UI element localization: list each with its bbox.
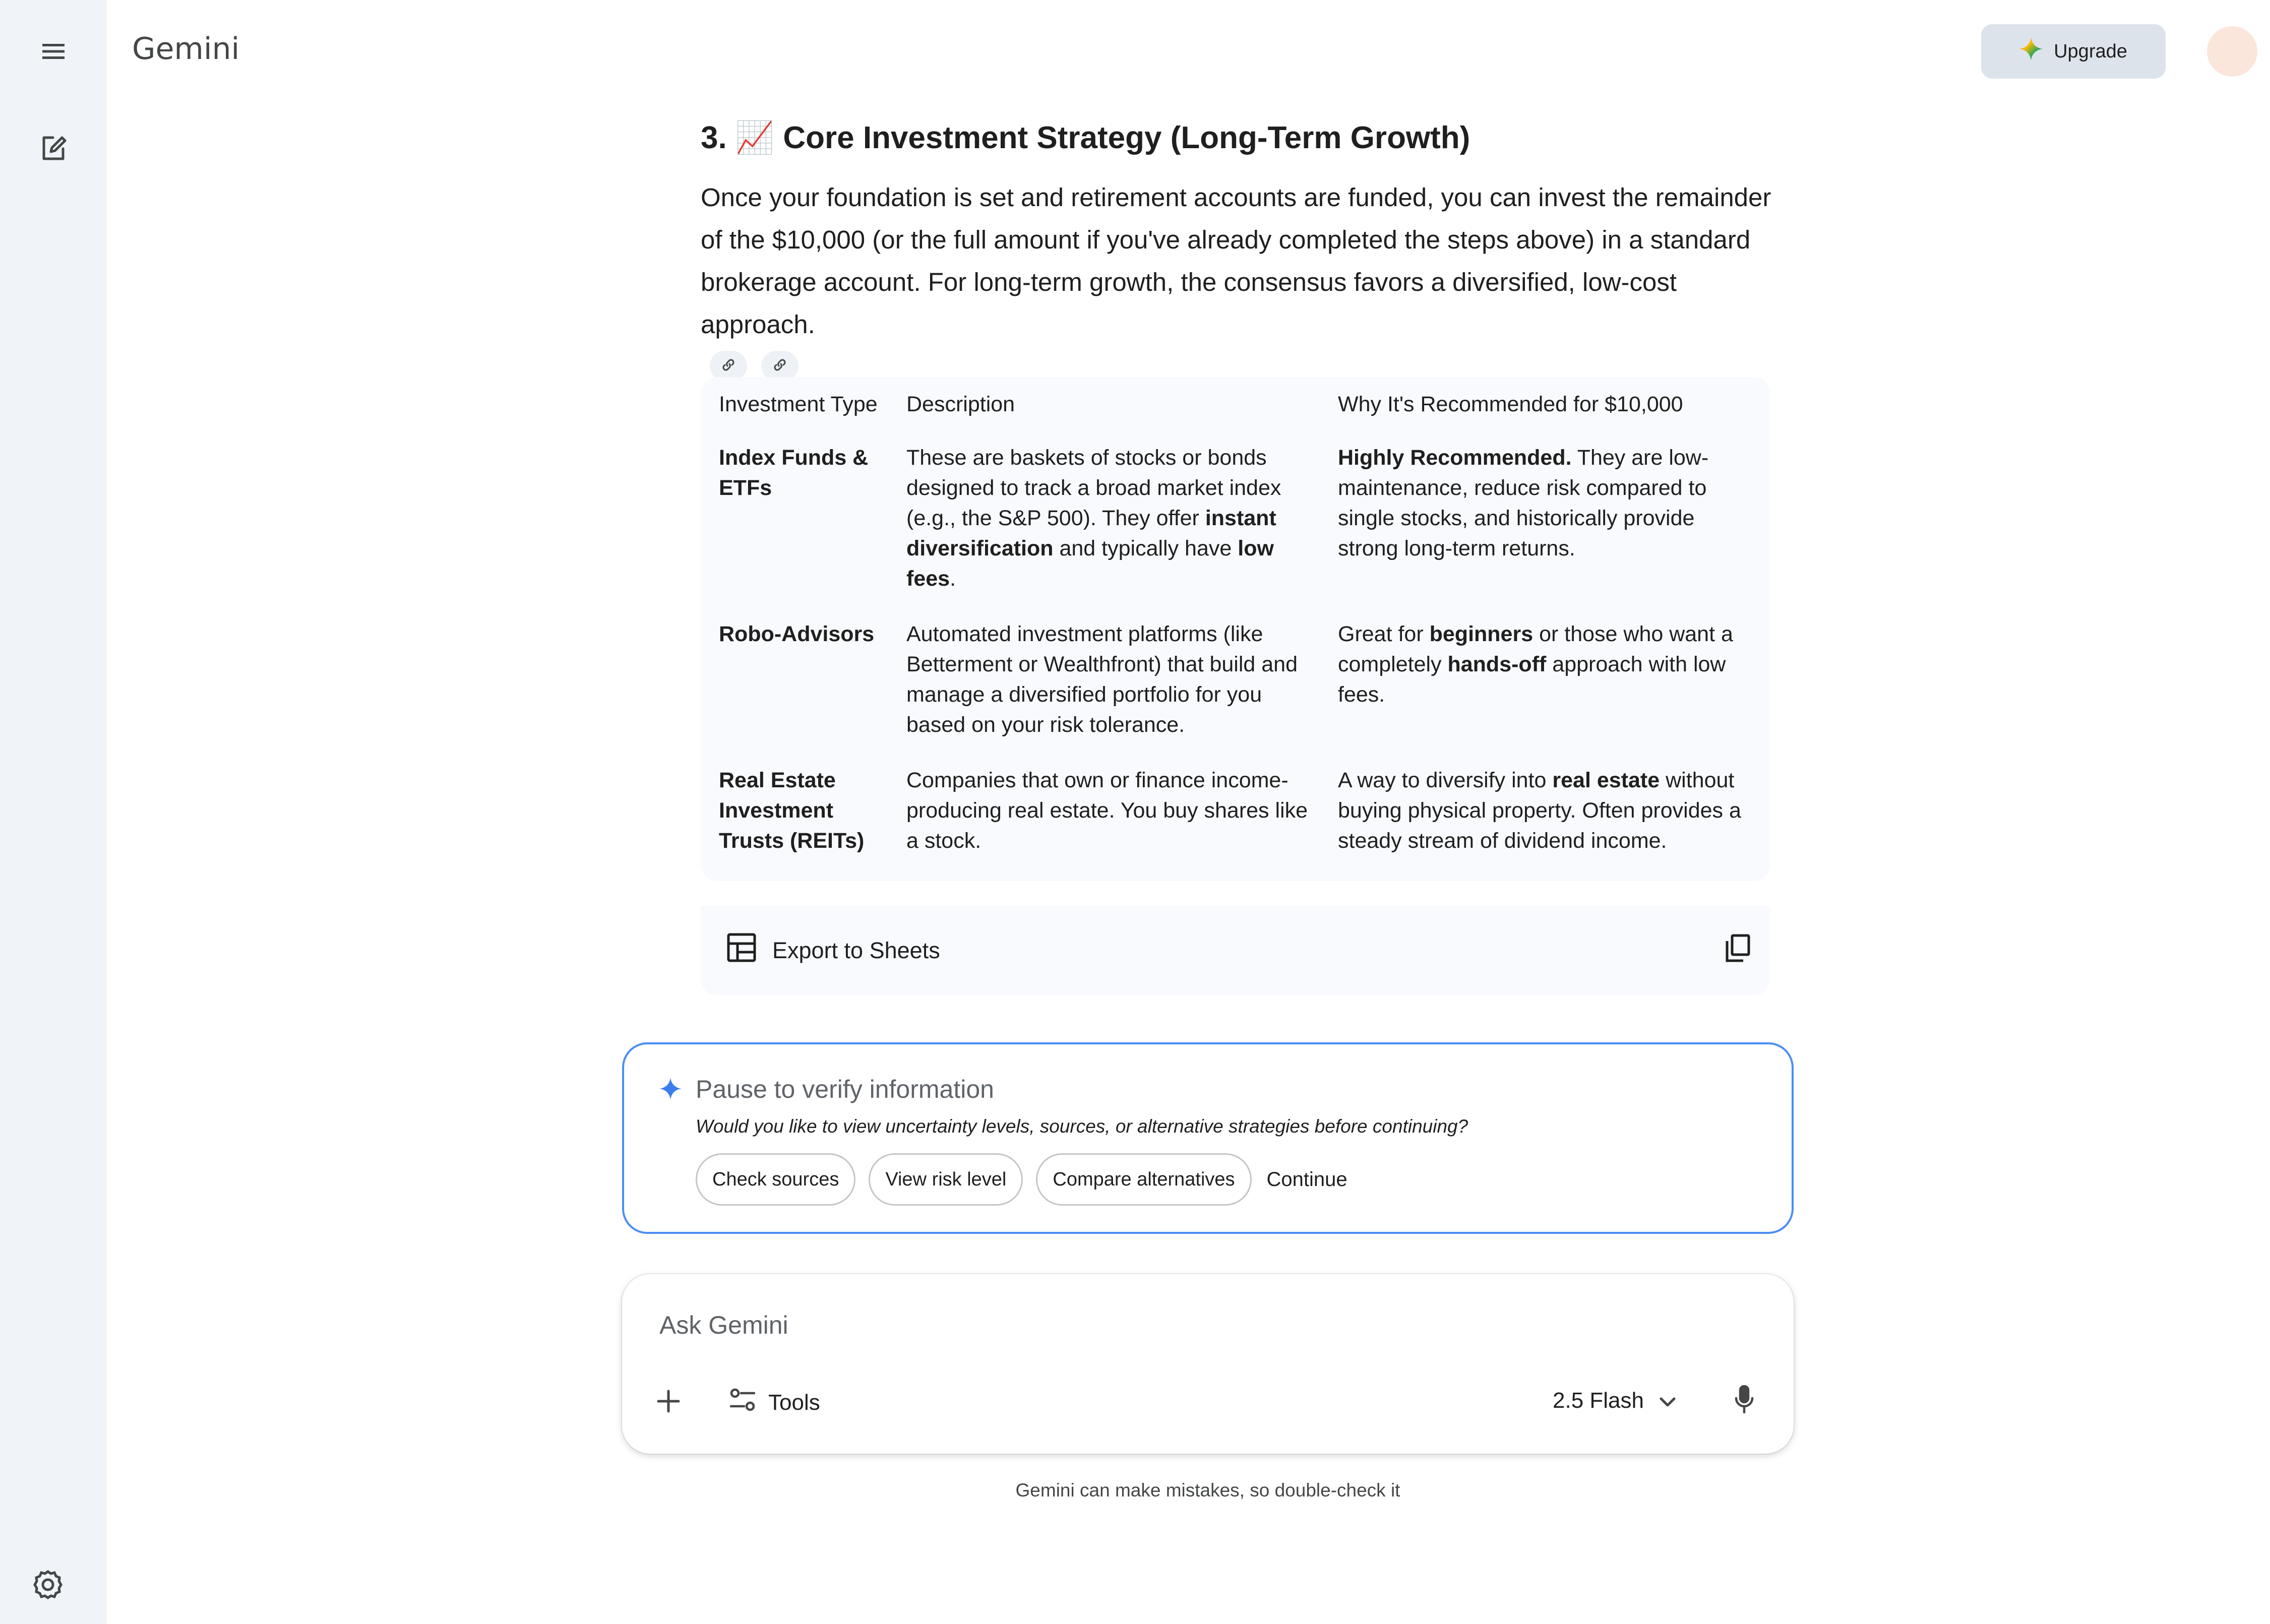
table-row [701, 765, 1770, 881]
model-label: 2.5 Flash [1553, 1388, 1644, 1413]
text-segment: These are baskets of stocks or bonds designed to track a broad market index (e.g., the S&P 500). They offer [906, 446, 1281, 530]
export-label: Export to Sheets [772, 937, 940, 963]
copy-table-button[interactable] [1724, 934, 1750, 965]
continue-button[interactable]: Continue [1266, 1168, 1347, 1191]
microphone-button[interactable] [1734, 1385, 1754, 1416]
text-segment: without buying physical property. Often provides a steady stream of dividend income. [1338, 768, 1741, 853]
check-sources-button[interactable]: Check sources [696, 1153, 855, 1206]
response-paragraph: Once your foundation is set and retirement accounts are funded, you can invest the remainder of the $10,000 (or the full amount if you've already completed the steps above) in a standard brokerage account. For long-term growth, the consensus favors a diversified, low-cost approach. [701, 183, 1771, 339]
text-segment: Great for [1338, 622, 1430, 646]
text-segment: Automated investment platforms (like Betterment or Wealthfront) that build and manage a diversified portfolio for you based on your risk tolerance. [906, 622, 1298, 737]
sparkle-icon [659, 1078, 682, 1102]
plus-icon [656, 1407, 681, 1415]
bold-text: beginners [1429, 622, 1533, 646]
bold-text: real estate [1552, 768, 1660, 792]
verify-information-card [622, 1042, 1794, 1234]
text-segment: They are low-maintenance, reduce risk compared to single stocks, and historically provide strong long-term returns. [1338, 446, 1709, 560]
prompt-input[interactable]: Ask Gemini [659, 1311, 788, 1339]
table-icon [727, 933, 756, 968]
hamburger-menu-icon[interactable] [0, 35, 107, 68]
view-risk-level-button[interactable]: View risk level [869, 1153, 1023, 1206]
description-cell [906, 765, 1338, 881]
source-link-chip[interactable] [710, 351, 747, 381]
description-cell [906, 619, 1338, 765]
text-segment: . [950, 567, 956, 591]
microphone-icon [1734, 1407, 1754, 1415]
tools-label: Tools [768, 1390, 820, 1415]
prompt-composer [622, 1274, 1794, 1454]
recommendation-cell [1338, 619, 1770, 765]
section-heading: 3. 📈 Core Investment Strategy (Long-Term Growth) [701, 120, 1470, 155]
table-header-row [701, 377, 1770, 443]
sidebar [0, 0, 107, 1624]
app-title: Gemini [132, 31, 240, 67]
bold-text: hands-off [1447, 652, 1547, 676]
investment-table [701, 377, 1770, 881]
text-segment: and typically have [1053, 536, 1238, 560]
tools-button[interactable] [730, 1388, 820, 1417]
column-header: Investment Type [719, 392, 878, 416]
model-selector[interactable] [1553, 1388, 1676, 1413]
column-header: Description [906, 392, 1015, 416]
chevron-down-icon [1659, 1388, 1676, 1413]
sparkle-icon [2019, 37, 2043, 66]
recommendation-cell [1338, 443, 1770, 619]
text-segment: Companies that own or finance income-producing real estate. You buy shares like a stock. [906, 768, 1308, 853]
text-segment: approach with low fees. [1338, 652, 1726, 707]
avatar[interactable] [2207, 26, 2257, 77]
tune-icon [730, 1388, 755, 1417]
text-segment: A way to diversify into [1338, 768, 1553, 792]
upgrade-label: Upgrade [2054, 40, 2127, 62]
export-to-sheets-button[interactable] [727, 933, 940, 968]
investment-type-cell: Real Estate Investment Trusts (REITs) [719, 768, 865, 853]
link-icon [772, 357, 787, 375]
verify-title: Pause to verify information [696, 1075, 994, 1103]
text-segment: or those who want a completely [1338, 622, 1733, 676]
column-header: Why It's Recommended for $10,000 [1338, 392, 1683, 416]
description-cell [906, 443, 1338, 619]
copy-icon [1724, 956, 1750, 964]
investment-type-cell: Index Funds & ETFs [719, 446, 869, 500]
verify-subtitle: Would you like to view uncertainty levels, sources, or alternative strategies before continuing? [696, 1116, 1468, 1137]
investment-type-cell: Robo-Advisors [719, 622, 875, 646]
upgrade-button[interactable] [1981, 24, 2166, 79]
table-row [701, 619, 1770, 765]
link-icon [721, 357, 736, 375]
recommendation-cell [1338, 765, 1770, 881]
disclaimer: Gemini can make mistakes, so double-check it [1015, 1480, 1400, 1501]
bold-text: low fees [906, 536, 1274, 591]
gear-icon[interactable] [0, 1569, 96, 1601]
bold-text: instant diversification [906, 506, 1276, 560]
add-attachment-button[interactable] [656, 1389, 681, 1416]
table-row [701, 443, 1770, 619]
source-link-chip[interactable] [761, 351, 799, 381]
compare-alternatives-button[interactable]: Compare alternatives [1036, 1153, 1251, 1206]
table-footer [701, 904, 1770, 995]
new-chat-icon[interactable] [0, 132, 107, 164]
bold-text: Highly Recommended. [1338, 446, 1572, 470]
response-content [701, 116, 1774, 381]
